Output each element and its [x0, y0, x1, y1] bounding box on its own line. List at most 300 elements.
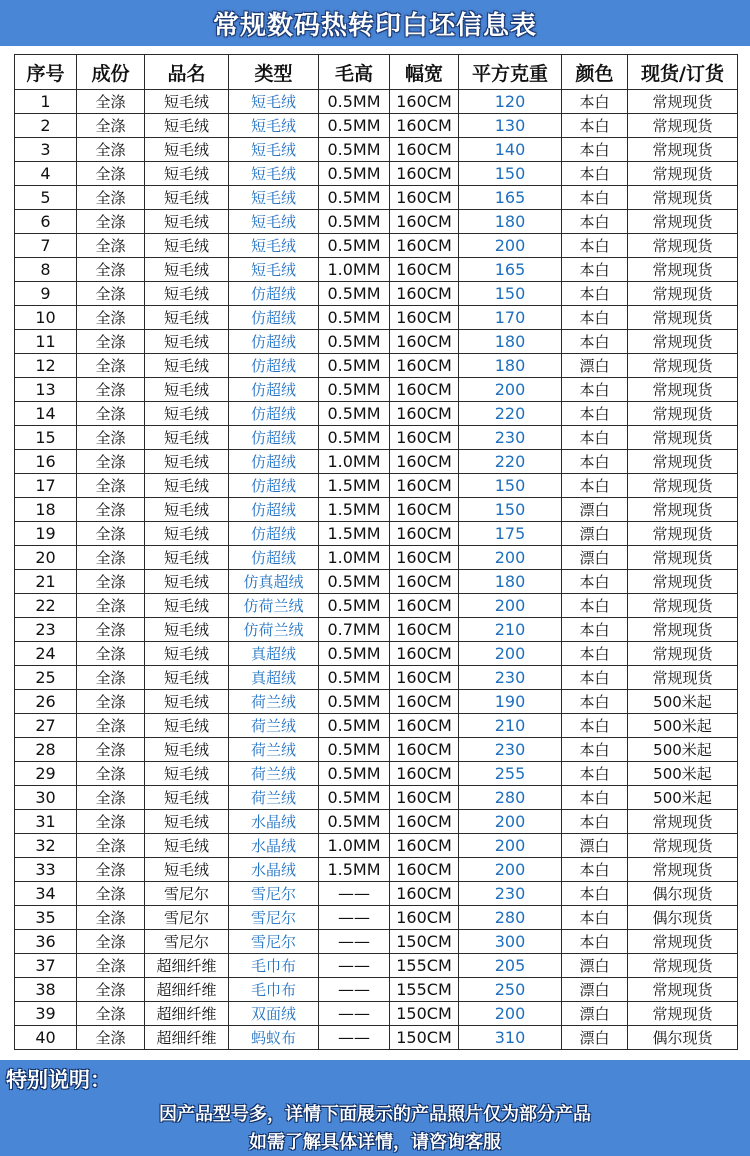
cell-type: 短毛绒	[229, 114, 319, 138]
cell-gsm: 175	[459, 522, 562, 546]
cell-color: 漂白	[562, 978, 628, 1002]
cell-width: 160CM	[390, 738, 459, 762]
cell-pile-height: ——	[319, 954, 390, 978]
table-row	[15, 330, 738, 354]
cell-seq: 10	[15, 306, 77, 330]
cell-width: 150CM	[390, 1002, 459, 1026]
table-row	[15, 162, 738, 186]
cell-composition: 全涤	[77, 402, 145, 426]
cell-gsm: 280	[459, 786, 562, 810]
cell-width: 160CM	[390, 786, 459, 810]
cell-width: 160CM	[390, 522, 459, 546]
cell-stock: 偶尔现货	[628, 906, 738, 930]
cell-gsm: 230	[459, 426, 562, 450]
cell-composition: 全涤	[77, 594, 145, 618]
cell-seq: 40	[15, 1026, 77, 1050]
cell-color: 本白	[562, 882, 628, 906]
cell-width: 160CM	[390, 810, 459, 834]
cell-stock: 常规现货	[628, 210, 738, 234]
cell-type: 毛巾布	[229, 954, 319, 978]
cell-pile-height: 0.5MM	[319, 90, 390, 114]
cell-type: 短毛绒	[229, 210, 319, 234]
cell-stock: 常规现货	[628, 522, 738, 546]
header-type: 类型	[229, 55, 319, 90]
cell-pile-height: 1.5MM	[319, 858, 390, 882]
table-row	[15, 762, 738, 786]
cell-product-name: 短毛绒	[145, 186, 229, 210]
table-row	[15, 810, 738, 834]
cell-stock: 常规现货	[628, 402, 738, 426]
cell-width: 160CM	[390, 474, 459, 498]
cell-color: 本白	[562, 306, 628, 330]
cell-gsm: 220	[459, 402, 562, 426]
cell-width: 160CM	[390, 402, 459, 426]
table-row	[15, 282, 738, 306]
cell-pile-height: 0.5MM	[319, 714, 390, 738]
cell-seq: 14	[15, 402, 77, 426]
cell-pile-height: 1.0MM	[319, 546, 390, 570]
cell-color: 漂白	[562, 522, 628, 546]
cell-width: 155CM	[390, 978, 459, 1002]
cell-seq: 19	[15, 522, 77, 546]
cell-composition: 全涤	[77, 858, 145, 882]
cell-product-name: 短毛绒	[145, 690, 229, 714]
cell-type: 仿真超绒	[229, 570, 319, 594]
cell-gsm: 200	[459, 1002, 562, 1026]
cell-composition: 全涤	[77, 1026, 145, 1050]
cell-product-name: 短毛绒	[145, 210, 229, 234]
cell-color: 本白	[562, 642, 628, 666]
cell-gsm: 220	[459, 450, 562, 474]
cell-stock: 常规现货	[628, 90, 738, 114]
cell-pile-height: 1.0MM	[319, 450, 390, 474]
cell-type: 水晶绒	[229, 834, 319, 858]
cell-stock: 常规现货	[628, 258, 738, 282]
cell-seq: 26	[15, 690, 77, 714]
cell-gsm: 200	[459, 378, 562, 402]
cell-gsm: 180	[459, 570, 562, 594]
table-row	[15, 546, 738, 570]
cell-composition: 全涤	[77, 186, 145, 210]
cell-gsm: 165	[459, 186, 562, 210]
cell-product-name: 短毛绒	[145, 306, 229, 330]
header-color: 颜色	[562, 55, 628, 90]
cell-seq: 33	[15, 858, 77, 882]
cell-color: 本白	[562, 402, 628, 426]
cell-color: 本白	[562, 618, 628, 642]
cell-product-name: 短毛绒	[145, 90, 229, 114]
cell-stock: 常规现货	[628, 474, 738, 498]
cell-width: 160CM	[390, 690, 459, 714]
header-width: 幅宽	[390, 55, 459, 90]
cell-product-name: 雪尼尔	[145, 906, 229, 930]
cell-width: 160CM	[390, 666, 459, 690]
cell-product-name: 超细纤维	[145, 1002, 229, 1026]
cell-product-name: 短毛绒	[145, 834, 229, 858]
table-row	[15, 402, 738, 426]
table-row	[15, 714, 738, 738]
cell-product-name: 短毛绒	[145, 450, 229, 474]
cell-pile-height: 0.5MM	[319, 738, 390, 762]
cell-pile-height: ——	[319, 1002, 390, 1026]
cell-gsm: 150	[459, 474, 562, 498]
cell-width: 160CM	[390, 234, 459, 258]
cell-product-name: 短毛绒	[145, 354, 229, 378]
table-row	[15, 570, 738, 594]
cell-color: 本白	[562, 858, 628, 882]
cell-product-name: 短毛绒	[145, 330, 229, 354]
cell-composition: 全涤	[77, 306, 145, 330]
cell-width: 160CM	[390, 186, 459, 210]
cell-color: 本白	[562, 210, 628, 234]
table-row	[15, 594, 738, 618]
cell-seq: 27	[15, 714, 77, 738]
cell-product-name: 短毛绒	[145, 114, 229, 138]
cell-stock: 常规现货	[628, 186, 738, 210]
cell-color: 本白	[562, 810, 628, 834]
cell-pile-height: 0.5MM	[319, 402, 390, 426]
cell-pile-height: ——	[319, 930, 390, 954]
special-notes	[0, 1060, 750, 1156]
cell-type: 荷兰绒	[229, 762, 319, 786]
cell-composition: 全涤	[77, 378, 145, 402]
cell-composition: 全涤	[77, 714, 145, 738]
cell-seq: 23	[15, 618, 77, 642]
cell-width: 160CM	[390, 834, 459, 858]
cell-color: 本白	[562, 786, 628, 810]
cell-type: 真超绒	[229, 642, 319, 666]
cell-seq: 3	[15, 138, 77, 162]
cell-composition: 全涤	[77, 570, 145, 594]
cell-color: 本白	[562, 714, 628, 738]
cell-product-name: 短毛绒	[145, 858, 229, 882]
cell-gsm: 130	[459, 114, 562, 138]
cell-gsm: 200	[459, 234, 562, 258]
cell-width: 160CM	[390, 114, 459, 138]
cell-composition: 全涤	[77, 234, 145, 258]
cell-product-name: 短毛绒	[145, 786, 229, 810]
cell-width: 160CM	[390, 594, 459, 618]
cell-type: 水晶绒	[229, 810, 319, 834]
cell-product-name: 超细纤维	[145, 978, 229, 1002]
cell-composition: 全涤	[77, 330, 145, 354]
notes-line-2: 如需了解具体详情，请咨询客服	[249, 1132, 501, 1153]
cell-stock: 常规现货	[628, 666, 738, 690]
cell-pile-height: 0.5MM	[319, 306, 390, 330]
cell-gsm: 150	[459, 282, 562, 306]
cell-width: 150CM	[390, 930, 459, 954]
table-body	[15, 90, 738, 1050]
cell-gsm: 280	[459, 906, 562, 930]
cell-stock: 常规现货	[628, 810, 738, 834]
cell-composition: 全涤	[77, 834, 145, 858]
cell-product-name: 短毛绒	[145, 282, 229, 306]
cell-gsm: 250	[459, 978, 562, 1002]
cell-pile-height: 0.5MM	[319, 114, 390, 138]
cell-type: 荷兰绒	[229, 738, 319, 762]
cell-stock: 常规现货	[628, 114, 738, 138]
cell-stock: 常规现货	[628, 546, 738, 570]
cell-width: 160CM	[390, 162, 459, 186]
cell-gsm: 150	[459, 498, 562, 522]
cell-gsm: 310	[459, 1026, 562, 1050]
notes-line-1: 因产品型号多，详情下面展示的产品照片仅为部分产品	[159, 1104, 591, 1125]
cell-pile-height: ——	[319, 978, 390, 1002]
cell-pile-height: 0.5MM	[319, 642, 390, 666]
cell-pile-height: 0.5MM	[319, 162, 390, 186]
page-title: 常规数码热转印白坯信息表	[212, 10, 537, 41]
cell-seq: 17	[15, 474, 77, 498]
cell-seq: 31	[15, 810, 77, 834]
cell-type: 荷兰绒	[229, 690, 319, 714]
cell-color: 本白	[562, 570, 628, 594]
table-row	[15, 954, 738, 978]
cell-stock: 常规现货	[628, 282, 738, 306]
cell-pile-height: 0.5MM	[319, 138, 390, 162]
cell-color: 本白	[562, 186, 628, 210]
cell-composition: 全涤	[77, 786, 145, 810]
cell-pile-height: 1.5MM	[319, 522, 390, 546]
cell-seq: 16	[15, 450, 77, 474]
cell-gsm: 150	[459, 162, 562, 186]
cell-type: 短毛绒	[229, 258, 319, 282]
cell-seq: 1	[15, 90, 77, 114]
cell-stock: 常规现货	[628, 570, 738, 594]
cell-seq: 35	[15, 906, 77, 930]
header-stock: 现货/订货	[628, 55, 738, 90]
cell-type: 仿超绒	[229, 330, 319, 354]
cell-product-name: 短毛绒	[145, 162, 229, 186]
cell-seq: 24	[15, 642, 77, 666]
table-row	[15, 906, 738, 930]
cell-width: 160CM	[390, 258, 459, 282]
cell-seq: 28	[15, 738, 77, 762]
cell-product-name: 短毛绒	[145, 402, 229, 426]
cell-stock: 常规现货	[628, 138, 738, 162]
cell-color: 本白	[562, 114, 628, 138]
cell-color: 漂白	[562, 834, 628, 858]
cell-gsm: 230	[459, 666, 562, 690]
cell-pile-height: 1.0MM	[319, 834, 390, 858]
cell-width: 160CM	[390, 282, 459, 306]
cell-composition: 全涤	[77, 546, 145, 570]
cell-composition: 全涤	[77, 690, 145, 714]
cell-gsm: 200	[459, 546, 562, 570]
table-row	[15, 258, 738, 282]
cell-width: 160CM	[390, 906, 459, 930]
cell-pile-height: 0.5MM	[319, 186, 390, 210]
cell-color: 漂白	[562, 954, 628, 978]
cell-width: 160CM	[390, 642, 459, 666]
cell-gsm: 120	[459, 90, 562, 114]
cell-width: 160CM	[390, 450, 459, 474]
cell-pile-height: 0.5MM	[319, 594, 390, 618]
cell-product-name: 短毛绒	[145, 738, 229, 762]
table-row	[15, 786, 738, 810]
cell-pile-height: 0.5MM	[319, 282, 390, 306]
cell-color: 本白	[562, 282, 628, 306]
cell-type: 水晶绒	[229, 858, 319, 882]
cell-seq: 5	[15, 186, 77, 210]
cell-stock: 常规现货	[628, 618, 738, 642]
header-pile-height: 毛高	[319, 55, 390, 90]
cell-gsm: 190	[459, 690, 562, 714]
cell-composition: 全涤	[77, 618, 145, 642]
cell-gsm: 210	[459, 714, 562, 738]
cell-width: 160CM	[390, 546, 459, 570]
cell-width: 160CM	[390, 762, 459, 786]
table-row	[15, 90, 738, 114]
cell-gsm: 180	[459, 330, 562, 354]
cell-gsm: 255	[459, 762, 562, 786]
cell-composition: 全涤	[77, 282, 145, 306]
cell-color: 本白	[562, 906, 628, 930]
cell-seq: 12	[15, 354, 77, 378]
cell-pile-height: ——	[319, 906, 390, 930]
cell-width: 160CM	[390, 618, 459, 642]
cell-type: 仿超绒	[229, 498, 319, 522]
cell-type: 雪尼尔	[229, 930, 319, 954]
cell-color: 本白	[562, 474, 628, 498]
cell-gsm: 205	[459, 954, 562, 978]
cell-pile-height: ——	[319, 882, 390, 906]
cell-product-name: 雪尼尔	[145, 930, 229, 954]
cell-gsm: 200	[459, 810, 562, 834]
cell-composition: 全涤	[77, 258, 145, 282]
cell-width: 160CM	[390, 354, 459, 378]
cell-composition: 全涤	[77, 90, 145, 114]
cell-product-name: 短毛绒	[145, 234, 229, 258]
cell-color: 本白	[562, 690, 628, 714]
cell-color: 漂白	[562, 1026, 628, 1050]
cell-stock: 常规现货	[628, 594, 738, 618]
cell-seq: 21	[15, 570, 77, 594]
table-row	[15, 474, 738, 498]
cell-color: 本白	[562, 738, 628, 762]
cell-type: 荷兰绒	[229, 786, 319, 810]
cell-gsm: 210	[459, 618, 562, 642]
cell-stock: 常规现货	[628, 330, 738, 354]
cell-seq: 25	[15, 666, 77, 690]
cell-composition: 全涤	[77, 498, 145, 522]
cell-gsm: 200	[459, 834, 562, 858]
cell-pile-height: 0.5MM	[319, 810, 390, 834]
cell-seq: 13	[15, 378, 77, 402]
table-row	[15, 186, 738, 210]
cell-seq: 9	[15, 282, 77, 306]
cell-composition: 全涤	[77, 1002, 145, 1026]
table-row	[15, 210, 738, 234]
cell-product-name: 短毛绒	[145, 642, 229, 666]
cell-pile-height: 0.5MM	[319, 378, 390, 402]
cell-stock: 常规现货	[628, 426, 738, 450]
cell-type: 蚂蚁布	[229, 1026, 319, 1050]
cell-product-name: 雪尼尔	[145, 882, 229, 906]
cell-stock: 常规现货	[628, 450, 738, 474]
cell-seq: 2	[15, 114, 77, 138]
cell-stock: 500米起	[628, 738, 738, 762]
cell-seq: 34	[15, 882, 77, 906]
cell-type: 仿超绒	[229, 522, 319, 546]
cell-seq: 20	[15, 546, 77, 570]
cell-width: 155CM	[390, 954, 459, 978]
cell-pile-height: 1.5MM	[319, 498, 390, 522]
cell-color: 本白	[562, 330, 628, 354]
cell-type: 仿超绒	[229, 306, 319, 330]
cell-stock: 常规现货	[628, 858, 738, 882]
cell-composition: 全涤	[77, 762, 145, 786]
cell-stock: 常规现货	[628, 162, 738, 186]
cell-product-name: 短毛绒	[145, 594, 229, 618]
cell-seq: 22	[15, 594, 77, 618]
cell-color: 漂白	[562, 1002, 628, 1026]
cell-composition: 全涤	[77, 450, 145, 474]
cell-color: 本白	[562, 378, 628, 402]
cell-pile-height: 0.5MM	[319, 234, 390, 258]
table-panel	[0, 46, 750, 1060]
table-row	[15, 522, 738, 546]
cell-stock: 常规现货	[628, 834, 738, 858]
cell-color: 本白	[562, 90, 628, 114]
cell-composition: 全涤	[77, 162, 145, 186]
cell-type: 短毛绒	[229, 162, 319, 186]
cell-pile-height: 0.5MM	[319, 210, 390, 234]
cell-seq: 39	[15, 1002, 77, 1026]
cell-composition: 全涤	[77, 978, 145, 1002]
cell-seq: 37	[15, 954, 77, 978]
cell-width: 160CM	[390, 498, 459, 522]
cell-stock: 偶尔现货	[628, 1026, 738, 1050]
cell-composition: 全涤	[77, 354, 145, 378]
table-row	[15, 690, 738, 714]
cell-width: 160CM	[390, 330, 459, 354]
cell-pile-height: 0.5MM	[319, 426, 390, 450]
cell-pile-height: 0.5MM	[319, 786, 390, 810]
cell-composition: 全涤	[77, 426, 145, 450]
cell-gsm: 140	[459, 138, 562, 162]
cell-product-name: 短毛绒	[145, 378, 229, 402]
cell-product-name: 短毛绒	[145, 714, 229, 738]
cell-pile-height: 0.5MM	[319, 330, 390, 354]
cell-type: 仿荷兰绒	[229, 618, 319, 642]
cell-product-name: 短毛绒	[145, 762, 229, 786]
cell-seq: 15	[15, 426, 77, 450]
cell-width: 160CM	[390, 90, 459, 114]
cell-width: 160CM	[390, 426, 459, 450]
cell-product-name: 短毛绒	[145, 810, 229, 834]
cell-seq: 18	[15, 498, 77, 522]
table-row	[15, 882, 738, 906]
cell-product-name: 短毛绒	[145, 618, 229, 642]
cell-seq: 30	[15, 786, 77, 810]
cell-type: 仿超绒	[229, 354, 319, 378]
cell-pile-height: 0.5MM	[319, 690, 390, 714]
cell-stock: 常规现货	[628, 1002, 738, 1026]
cell-product-name: 超细纤维	[145, 1026, 229, 1050]
table-row	[15, 426, 738, 450]
cell-seq: 36	[15, 930, 77, 954]
table-row	[15, 1002, 738, 1026]
table-row	[15, 378, 738, 402]
title-bar	[0, 0, 750, 46]
cell-type: 双面绒	[229, 1002, 319, 1026]
table-row	[15, 618, 738, 642]
cell-seq: 4	[15, 162, 77, 186]
cell-color: 本白	[562, 762, 628, 786]
cell-stock: 常规现货	[628, 234, 738, 258]
cell-pile-height: 1.5MM	[319, 474, 390, 498]
cell-composition: 全涤	[77, 954, 145, 978]
